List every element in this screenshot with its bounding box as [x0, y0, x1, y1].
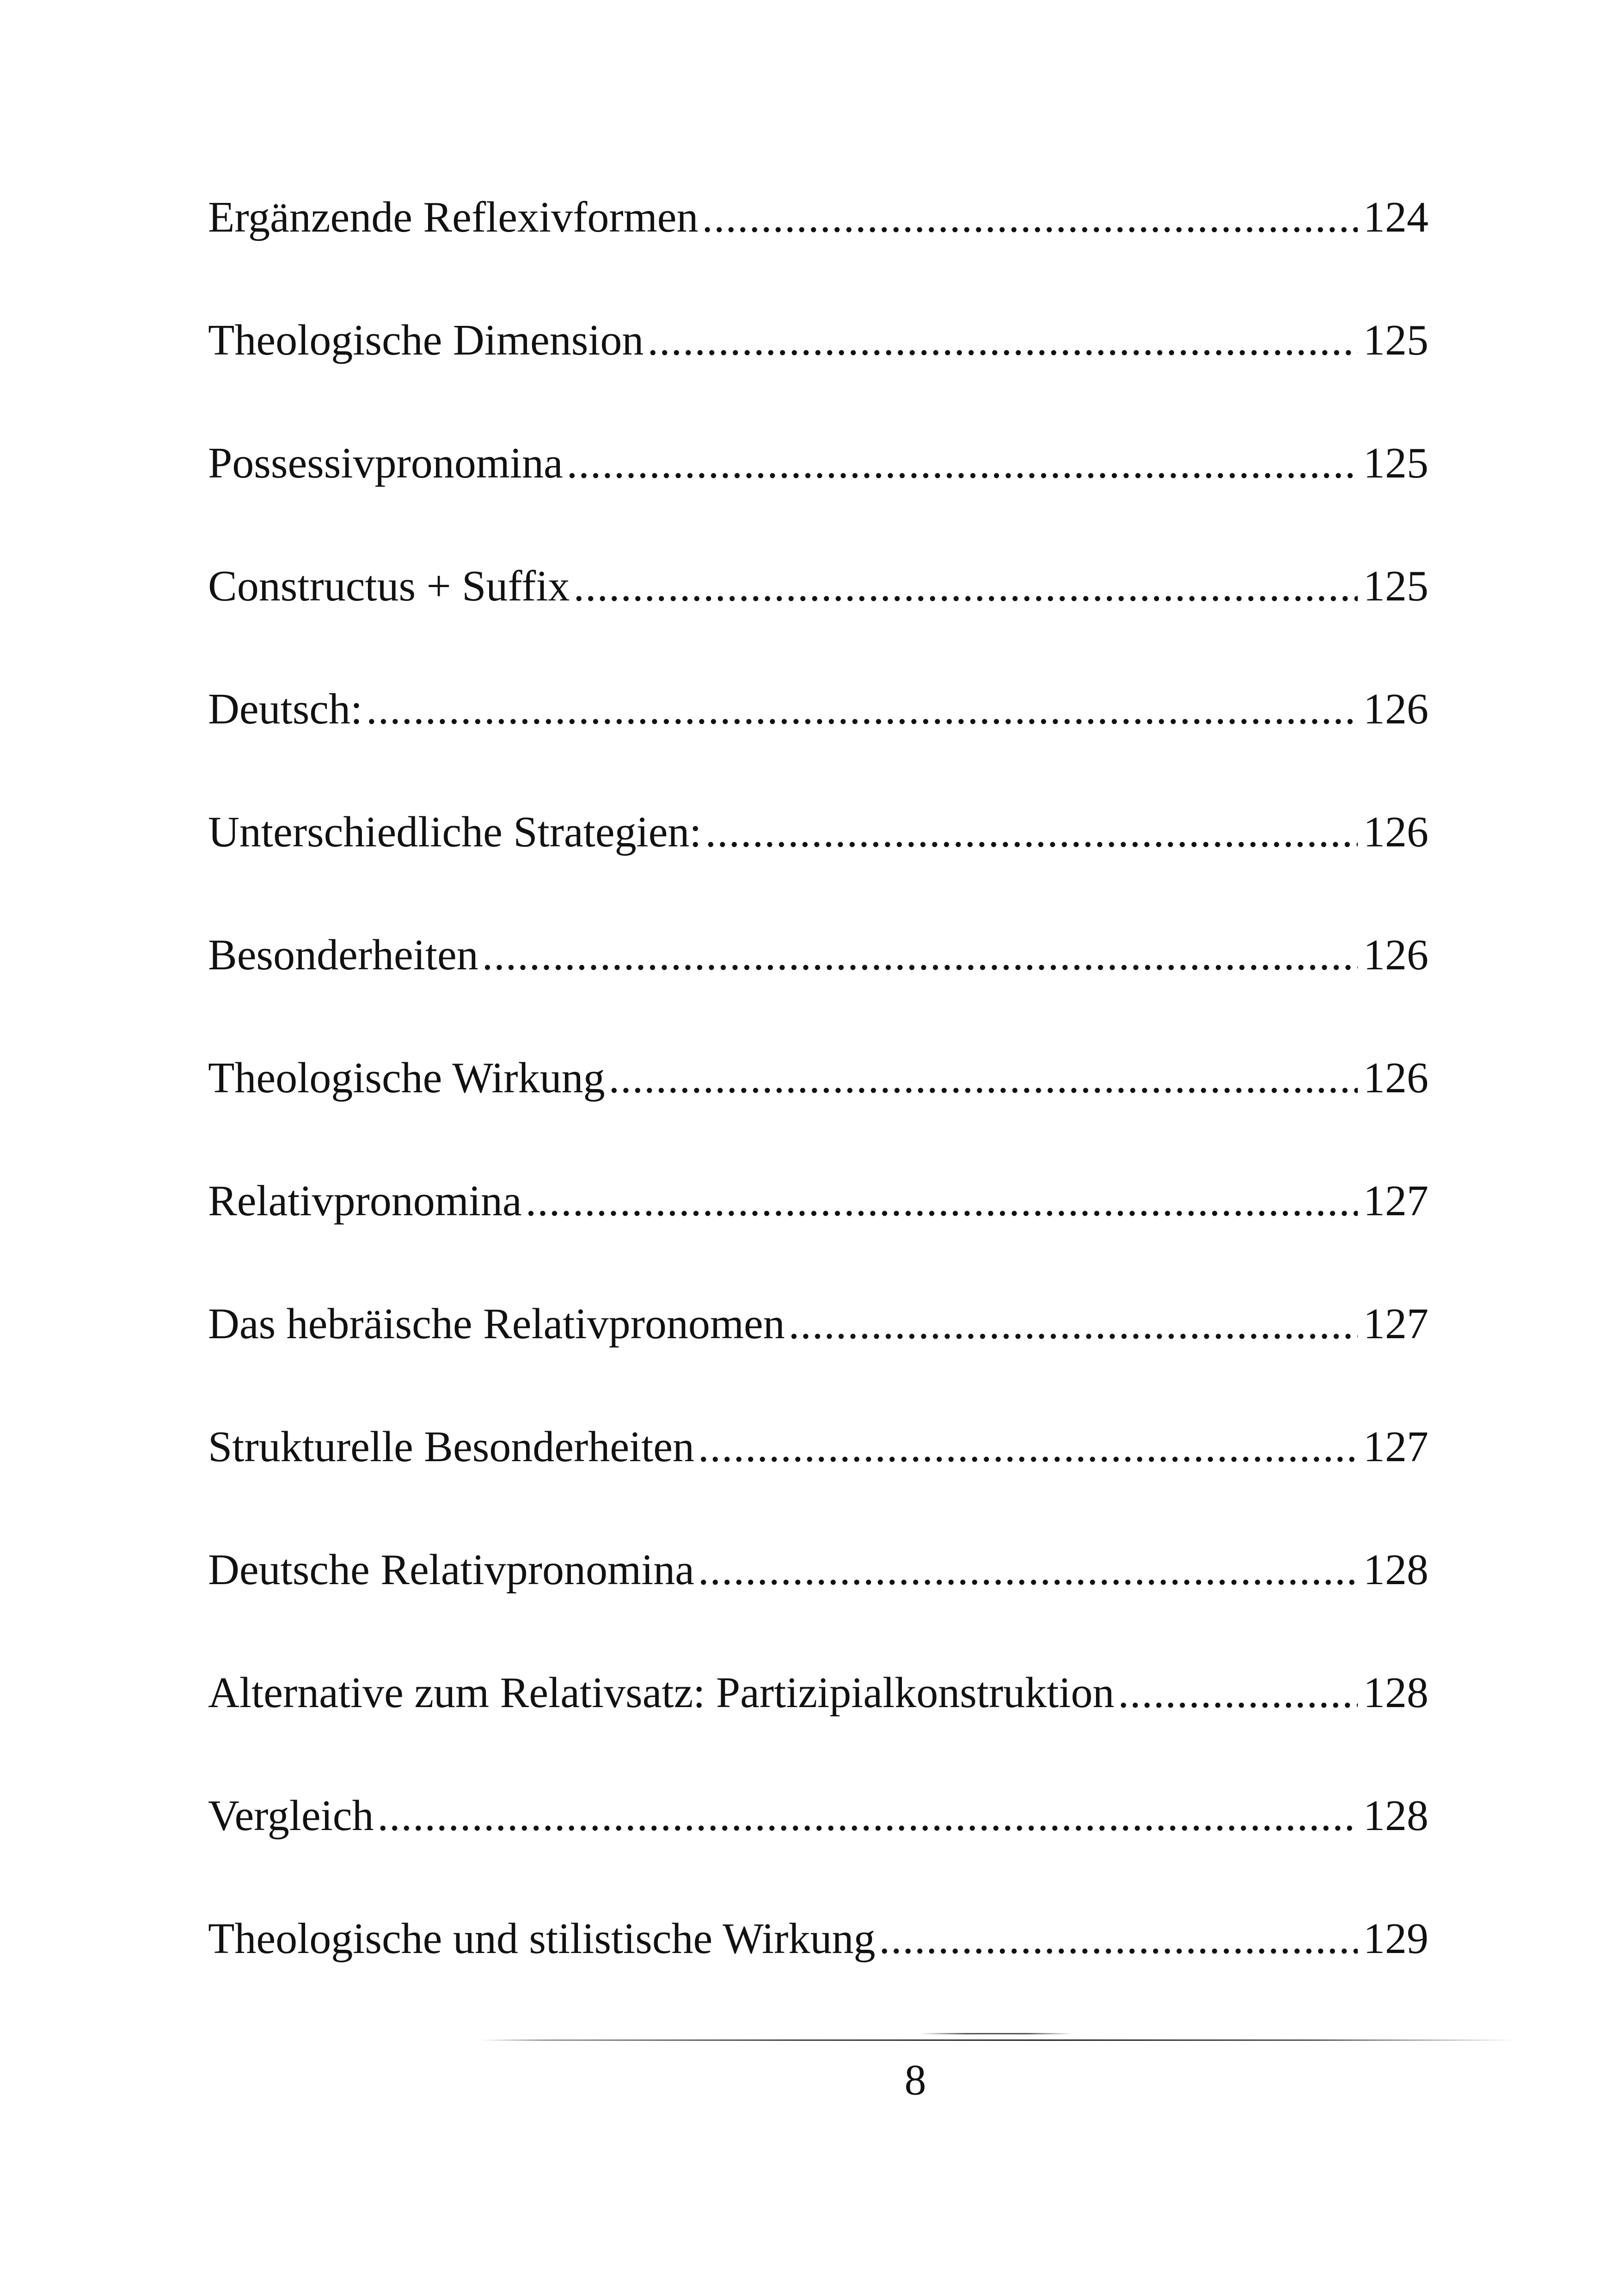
toc-dot-leader: [698, 1524, 1358, 1616]
toc-entry-page: 128: [1363, 1792, 1428, 1840]
toc-entry[interactable]: [208, 540, 1428, 663]
toc-dot-leader: [482, 909, 1358, 1001]
toc-entry-page: 127: [1363, 1423, 1428, 1471]
toc-dot-leader: [567, 417, 1358, 509]
toc-entry[interactable]: [208, 1401, 1428, 1524]
toc-entry[interactable]: [208, 294, 1428, 417]
toc-entry-page: 124: [1363, 193, 1428, 241]
toc-entry-page: 125: [1363, 439, 1428, 487]
toc-entry-page: 128: [1363, 1669, 1428, 1717]
toc-entry-title: Ergänzende Reflexivformen: [208, 193, 699, 241]
toc-entry-title: Relativpronomina: [208, 1177, 522, 1225]
toc-dot-leader: [609, 1032, 1358, 1124]
toc-entry-title: Theologische Dimension: [208, 316, 644, 364]
toc-entry-page: 126: [1363, 931, 1428, 979]
toc-entry[interactable]: [208, 786, 1428, 909]
toc-entry[interactable]: [208, 1892, 1428, 2015]
toc-dot-leader: [377, 1769, 1358, 1862]
toc-entry-page: 127: [1363, 1300, 1428, 1348]
footer-rule-accent: [920, 2033, 1073, 2034]
toc-dot-leader: [705, 786, 1358, 878]
toc-entry-page: 125: [1363, 562, 1428, 610]
toc-entry-page: 126: [1363, 685, 1428, 733]
footer-rule: [481, 2039, 1516, 2041]
toc-entry-title: Deutsch:: [208, 685, 363, 733]
toc-dot-leader: [698, 1401, 1358, 1493]
toc-entry-title: Alternative zum Relativsatz: Partizipialkonstruktion: [208, 1669, 1115, 1717]
toc-dot-leader: [1118, 1647, 1358, 1739]
toc-dot-leader: [526, 1155, 1358, 1247]
toc-entry-page: 125: [1363, 316, 1428, 364]
toc-entry-page: 129: [1363, 1915, 1428, 1963]
toc-entry-title: Strukturelle Besonderheiten: [208, 1423, 694, 1471]
toc-entry[interactable]: [208, 1032, 1428, 1155]
toc-dot-leader: [702, 171, 1358, 263]
toc-entry[interactable]: [208, 1769, 1428, 1892]
toc-entry-title: Besonderheiten: [208, 931, 478, 979]
toc-entry[interactable]: [208, 1278, 1428, 1401]
toc-entry[interactable]: [208, 171, 1428, 294]
toc-dot-leader: [366, 663, 1358, 755]
toc-dot-leader: [789, 1278, 1358, 1370]
toc-entry[interactable]: [208, 663, 1428, 786]
page-number: 8: [904, 2056, 926, 2104]
toc-dot-leader: [879, 1892, 1358, 1985]
toc-entry-title: Theologische Wirkung: [208, 1054, 605, 1102]
toc-entry-page: 126: [1363, 1054, 1428, 1102]
toc-dot-leader: [647, 294, 1358, 386]
toc-entry-page: 126: [1363, 808, 1428, 856]
toc-entry[interactable]: [208, 1524, 1428, 1647]
toc-entry-page: 127: [1363, 1177, 1428, 1225]
toc-entry-title: Possessivpronomina: [208, 439, 563, 487]
toc-entry-title: Vergleich: [208, 1792, 374, 1840]
toc-entry-title: Deutsche Relativpronomina: [208, 1546, 694, 1594]
toc-entry[interactable]: [208, 1155, 1428, 1278]
table-of-contents: [208, 171, 1428, 2015]
toc-entry-title: Theologische und stilistische Wirkung: [208, 1915, 876, 1963]
toc-entry[interactable]: [208, 909, 1428, 1032]
toc-entry-title: Constructus + Suffix: [208, 562, 570, 610]
toc-entry-title: Unterschiedliche Strategien:: [208, 808, 702, 856]
toc-entry-page: 128: [1363, 1546, 1428, 1594]
toc-dot-leader: [573, 540, 1358, 632]
toc-entry[interactable]: [208, 1647, 1428, 1769]
toc-entry-title: Das hebräische Relativpronomen: [208, 1300, 785, 1348]
toc-entry[interactable]: [208, 417, 1428, 540]
